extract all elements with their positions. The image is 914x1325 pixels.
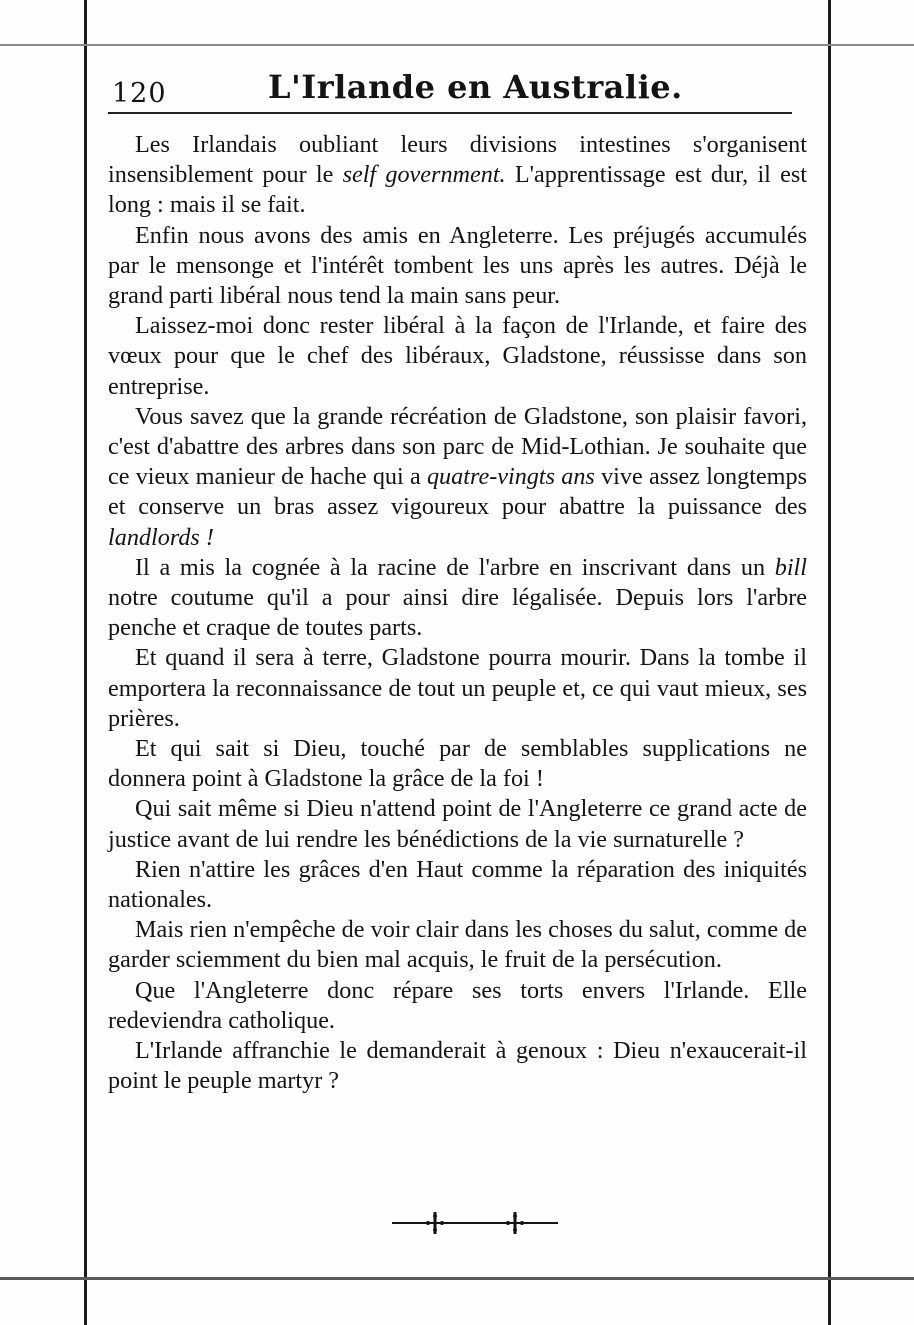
fleuron-dash-ornament-icon: [390, 1208, 560, 1238]
top-frame-rule: [0, 44, 914, 46]
paragraph: L'Irlande affranchie le demanderait à genoux : Dieu n'exaucerait-il point le peuple martyr ?: [108, 1037, 807, 1095]
paragraph: Qui sait même si Dieu n'attend point de l'Angleterre ce grand acte de justice avant de lui rendre les bénédictions de la vie surnaturelle ?: [108, 795, 807, 853]
paragraph: Enfin nous avons des amis en Angleterre. Les préjugés accumulés par le mensonge et l'intérêt tombent les uns après les autres. Déjà le grand parti libéral nous tend la main sans peur.: [108, 221, 807, 310]
paragraph: Et qui sait si Dieu, touché par de semblables supplications ne donnera point à Gladstone la grâce de la foi !: [108, 735, 807, 793]
header-rule: [108, 112, 792, 114]
right-frame-rule: [828, 0, 831, 1325]
paragraph: Et quand il sera à terre, Gladstone pourra mourir. Dans la tombe il emportera la reconnaissance de tout un peuple et, ce qui vaut mieux, ses prières.: [108, 644, 807, 732]
paragraph: Laissez-moi donc rester libéral à la façon de l'Irlande, et faire des vœux pour que le chef des libéraux, Gladstone, réussisse dans son entreprise.: [108, 312, 807, 400]
left-frame-rule: [84, 0, 87, 1325]
paragraph: Que l'Angleterre donc répare ses torts envers l'Irlande. Elle redeviendra catholique.: [108, 976, 807, 1034]
page-number: 120: [112, 78, 167, 109]
paragraph: Les Irlandais oubliant leurs divisions intestines s'organisent insensiblement pour le self government. L'apprentissage est dur, il est long : mais il se fait.: [108, 131, 807, 219]
running-title: L'Irlande en Australie.: [268, 68, 683, 106]
page-header: [108, 64, 790, 110]
bottom-frame-rule: [0, 1277, 914, 1280]
paragraph: Mais rien n'empêche de voir clair dans les choses du salut, comme de garder sciemment du bien mal acquis, le fruit de la persécution.: [108, 916, 807, 974]
paragraph: Vous savez que la grande récréation de Gladstone, son plaisir favori, c'est d'abattre des arbres dans son parc de Mid-Lothian. Je souhaite que ce vieux manieur de hache qui a quatre-vingts ans vive assez longtemps et conserve un bras assez vigoureux pour abattre la puissance des landlords !: [108, 402, 808, 551]
paragraph: Rien n'attire les grâces d'en Haut comme la réparation des iniquités nationales.: [108, 855, 807, 914]
paragraph: Il a mis la cognée à la racine de l'arbre en inscrivant dans un bill notre coutume qu'il a pour ainsi dire légalisée. Depuis lors l'arbre penche et craque de toutes parts.: [108, 553, 807, 642]
body-text: [108, 130, 807, 1097]
